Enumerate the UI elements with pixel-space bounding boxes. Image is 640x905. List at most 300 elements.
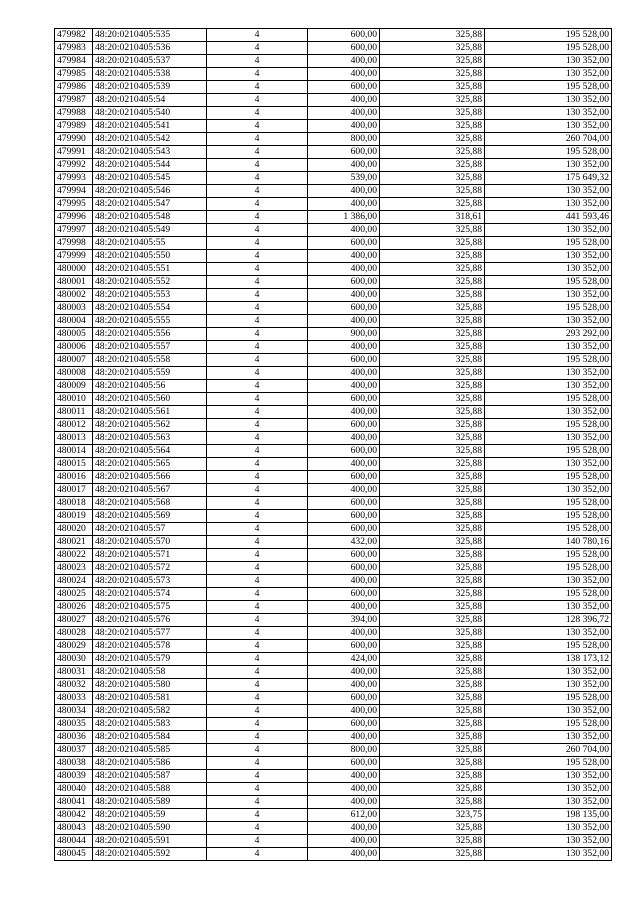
value-cell: 195 528,00 (485, 445, 612, 458)
cadastral-number-cell: 48:20:0210405:584 (93, 731, 207, 744)
cadastral-number-cell: 48:20:0210405:55 (93, 237, 207, 250)
category-cell: 4 (207, 393, 308, 406)
cadastral-number-cell: 48:20:0210405:547 (93, 198, 207, 211)
area-cell: 600,00 (308, 640, 380, 653)
area-cell: 600,00 (308, 29, 380, 42)
cadastral-number-cell: 48:20:0210405:564 (93, 445, 207, 458)
table-row (55, 42, 612, 55)
category-cell: 4 (207, 627, 308, 640)
area-cell: 400,00 (308, 705, 380, 718)
rate-cell: 325,88 (380, 406, 485, 419)
value-cell: 195 528,00 (485, 146, 612, 159)
area-cell: 600,00 (308, 445, 380, 458)
cadastral-number-cell: 48:20:0210405:563 (93, 432, 207, 445)
table-row (55, 822, 612, 835)
row-number-cell: 480015 (55, 458, 93, 471)
cadastral-number-cell: 48:20:0210405:559 (93, 367, 207, 380)
category-cell: 4 (207, 289, 308, 302)
value-cell: 130 352,00 (485, 679, 612, 692)
table-row (55, 276, 612, 289)
cadastral-number-cell: 48:20:0210405:550 (93, 250, 207, 263)
table-row (55, 29, 612, 42)
table-row (55, 484, 612, 497)
value-cell: 130 352,00 (485, 666, 612, 679)
table-row (55, 848, 612, 861)
cadastral-number-cell: 48:20:0210405:536 (93, 42, 207, 55)
rate-cell: 325,88 (380, 601, 485, 614)
area-cell: 600,00 (308, 42, 380, 55)
value-cell: 195 528,00 (485, 81, 612, 94)
cadastral-number-cell: 48:20:0210405:567 (93, 484, 207, 497)
rate-cell: 325,88 (380, 523, 485, 536)
rate-cell: 325,88 (380, 484, 485, 497)
row-number-cell: 479992 (55, 159, 93, 172)
category-cell: 4 (207, 315, 308, 328)
rate-cell: 325,88 (380, 835, 485, 848)
row-number-cell: 480043 (55, 822, 93, 835)
value-cell: 130 352,00 (485, 341, 612, 354)
table-row (55, 315, 612, 328)
cadastral-number-cell: 48:20:0210405:539 (93, 81, 207, 94)
row-number-cell: 480014 (55, 445, 93, 458)
category-cell: 4 (207, 185, 308, 198)
row-number-cell: 480041 (55, 796, 93, 809)
category-cell: 4 (207, 120, 308, 133)
cadastral-number-cell: 48:20:0210405:577 (93, 627, 207, 640)
area-cell: 1 386,00 (308, 211, 380, 224)
table-row (55, 562, 612, 575)
table-row (55, 536, 612, 549)
rate-cell: 325,88 (380, 302, 485, 315)
table-row (55, 211, 612, 224)
table-row (55, 133, 612, 146)
cadastral-number-cell: 48:20:0210405:576 (93, 614, 207, 627)
rate-cell: 325,88 (380, 42, 485, 55)
category-cell: 4 (207, 588, 308, 601)
rate-cell: 325,88 (380, 328, 485, 341)
rate-cell: 325,88 (380, 796, 485, 809)
row-number-cell: 480012 (55, 419, 93, 432)
value-cell: 198 135,00 (485, 809, 612, 822)
table-row (55, 575, 612, 588)
row-number-cell: 479996 (55, 211, 93, 224)
row-number-cell: 480029 (55, 640, 93, 653)
area-cell: 600,00 (308, 757, 380, 770)
category-cell: 4 (207, 809, 308, 822)
cadastral-number-cell: 48:20:0210405:537 (93, 55, 207, 68)
value-cell: 130 352,00 (485, 796, 612, 809)
row-number-cell: 480036 (55, 731, 93, 744)
row-number-cell: 480001 (55, 276, 93, 289)
area-cell: 394,00 (308, 614, 380, 627)
value-cell: 195 528,00 (485, 523, 612, 536)
value-cell: 195 528,00 (485, 757, 612, 770)
category-cell: 4 (207, 718, 308, 731)
area-cell: 424,00 (308, 653, 380, 666)
rate-cell: 325,88 (380, 159, 485, 172)
category-cell: 4 (207, 549, 308, 562)
table-row (55, 653, 612, 666)
cadastral-number-cell: 48:20:0210405:561 (93, 406, 207, 419)
rate-cell: 325,88 (380, 289, 485, 302)
value-cell: 195 528,00 (485, 29, 612, 42)
row-number-cell: 479988 (55, 107, 93, 120)
area-cell: 400,00 (308, 94, 380, 107)
value-cell: 130 352,00 (485, 289, 612, 302)
table-row (55, 770, 612, 783)
value-cell: 195 528,00 (485, 302, 612, 315)
row-number-cell: 480030 (55, 653, 93, 666)
value-cell: 140 780,16 (485, 536, 612, 549)
value-cell: 130 352,00 (485, 848, 612, 861)
rate-cell: 325,88 (380, 68, 485, 81)
row-number-cell: 480002 (55, 289, 93, 302)
category-cell: 4 (207, 497, 308, 510)
cadastral-number-cell: 48:20:0210405:59 (93, 809, 207, 822)
table-row (55, 237, 612, 250)
table-row (55, 627, 612, 640)
category-cell: 4 (207, 354, 308, 367)
area-cell: 539,00 (308, 172, 380, 185)
value-cell: 130 352,00 (485, 601, 612, 614)
table-row (55, 666, 612, 679)
table-row (55, 458, 612, 471)
rate-cell: 325,88 (380, 640, 485, 653)
row-number-cell: 480044 (55, 835, 93, 848)
cadastral-number-cell: 48:20:0210405:57 (93, 523, 207, 536)
cadastral-number-cell: 48:20:0210405:557 (93, 341, 207, 354)
row-number-cell: 480008 (55, 367, 93, 380)
cadastral-number-cell: 48:20:0210405:582 (93, 705, 207, 718)
row-number-cell: 480009 (55, 380, 93, 393)
table-row (55, 354, 612, 367)
value-cell: 175 649,32 (485, 172, 612, 185)
category-cell: 4 (207, 302, 308, 315)
rate-cell: 325,88 (380, 510, 485, 523)
row-number-cell: 479990 (55, 133, 93, 146)
cadastral-number-cell: 48:20:0210405:589 (93, 796, 207, 809)
table-row (55, 81, 612, 94)
rate-cell: 325,88 (380, 458, 485, 471)
cadastral-number-cell: 48:20:0210405:588 (93, 783, 207, 796)
area-cell: 612,00 (308, 809, 380, 822)
cadastral-number-cell: 48:20:0210405:592 (93, 848, 207, 861)
table-row (55, 640, 612, 653)
row-number-cell: 479998 (55, 237, 93, 250)
category-cell: 4 (207, 107, 308, 120)
row-number-cell: 479999 (55, 250, 93, 263)
area-cell: 400,00 (308, 679, 380, 692)
value-cell: 195 528,00 (485, 549, 612, 562)
cadastral-number-cell: 48:20:0210405:578 (93, 640, 207, 653)
table-row (55, 263, 612, 276)
area-cell: 400,00 (308, 120, 380, 133)
area-cell: 400,00 (308, 107, 380, 120)
category-cell: 4 (207, 224, 308, 237)
table-row (55, 198, 612, 211)
area-cell: 600,00 (308, 510, 380, 523)
cadastral-number-cell: 48:20:0210405:556 (93, 328, 207, 341)
table-row (55, 432, 612, 445)
row-number-cell: 479993 (55, 172, 93, 185)
rate-cell: 325,88 (380, 172, 485, 185)
value-cell: 195 528,00 (485, 419, 612, 432)
area-cell: 400,00 (308, 68, 380, 81)
area-cell: 400,00 (308, 224, 380, 237)
cadastral-number-cell: 48:20:0210405:545 (93, 172, 207, 185)
table-row (55, 718, 612, 731)
value-cell: 130 352,00 (485, 250, 612, 263)
area-cell: 432,00 (308, 536, 380, 549)
row-number-cell: 480038 (55, 757, 93, 770)
row-number-cell: 480004 (55, 315, 93, 328)
row-number-cell: 480032 (55, 679, 93, 692)
value-cell: 130 352,00 (485, 94, 612, 107)
category-cell: 4 (207, 237, 308, 250)
category-cell: 4 (207, 42, 308, 55)
value-cell: 130 352,00 (485, 159, 612, 172)
table-row (55, 393, 612, 406)
value-cell: 130 352,00 (485, 835, 612, 848)
area-cell: 400,00 (308, 380, 380, 393)
row-number-cell: 479989 (55, 120, 93, 133)
table-row (55, 497, 612, 510)
row-number-cell: 480033 (55, 692, 93, 705)
area-cell: 600,00 (308, 549, 380, 562)
row-number-cell: 480040 (55, 783, 93, 796)
cadastral-number-cell: 48:20:0210405:552 (93, 276, 207, 289)
rate-cell: 325,88 (380, 666, 485, 679)
table-row (55, 107, 612, 120)
cadastral-number-cell: 48:20:0210405:560 (93, 393, 207, 406)
area-cell: 400,00 (308, 848, 380, 861)
value-cell: 195 528,00 (485, 471, 612, 484)
rate-cell: 325,88 (380, 198, 485, 211)
value-cell: 130 352,00 (485, 822, 612, 835)
category-cell: 4 (207, 29, 308, 42)
table-row (55, 380, 612, 393)
row-number-cell: 480022 (55, 549, 93, 562)
category-cell: 4 (207, 536, 308, 549)
table-row (55, 809, 612, 822)
row-number-cell: 480024 (55, 575, 93, 588)
category-cell: 4 (207, 458, 308, 471)
rate-cell: 325,88 (380, 276, 485, 289)
category-cell: 4 (207, 146, 308, 159)
table-row (55, 679, 612, 692)
rate-cell: 325,88 (380, 562, 485, 575)
row-number-cell: 480025 (55, 588, 93, 601)
rate-cell: 325,88 (380, 575, 485, 588)
category-cell: 4 (207, 380, 308, 393)
category-cell: 4 (207, 510, 308, 523)
value-cell: 195 528,00 (485, 42, 612, 55)
category-cell: 4 (207, 666, 308, 679)
row-number-cell: 479997 (55, 224, 93, 237)
row-number-cell: 480018 (55, 497, 93, 510)
value-cell: 130 352,00 (485, 406, 612, 419)
value-cell: 130 352,00 (485, 315, 612, 328)
rate-cell: 325,88 (380, 146, 485, 159)
value-cell: 138 173,12 (485, 653, 612, 666)
cadastral-number-cell: 48:20:0210405:566 (93, 471, 207, 484)
cadastral-number-cell: 48:20:0210405:541 (93, 120, 207, 133)
rate-cell: 325,88 (380, 250, 485, 263)
row-number-cell: 480034 (55, 705, 93, 718)
row-number-cell: 480017 (55, 484, 93, 497)
table-row (55, 55, 612, 68)
cadastral-number-cell: 48:20:0210405:56 (93, 380, 207, 393)
category-cell: 4 (207, 211, 308, 224)
cadastral-number-cell: 48:20:0210405:553 (93, 289, 207, 302)
category-cell: 4 (207, 679, 308, 692)
value-cell: 195 528,00 (485, 354, 612, 367)
rate-cell: 325,88 (380, 341, 485, 354)
category-cell: 4 (207, 94, 308, 107)
table-row (55, 68, 612, 81)
table-row (55, 159, 612, 172)
value-cell: 130 352,00 (485, 380, 612, 393)
value-cell: 130 352,00 (485, 224, 612, 237)
value-cell: 130 352,00 (485, 484, 612, 497)
rate-cell: 325,88 (380, 692, 485, 705)
cadastral-number-cell: 48:20:0210405:570 (93, 536, 207, 549)
table-row (55, 328, 612, 341)
rate-cell: 325,88 (380, 120, 485, 133)
row-number-cell: 479995 (55, 198, 93, 211)
category-cell: 4 (207, 601, 308, 614)
rate-cell: 325,88 (380, 81, 485, 94)
value-cell: 195 528,00 (485, 510, 612, 523)
row-number-cell: 480005 (55, 328, 93, 341)
area-cell: 600,00 (308, 354, 380, 367)
category-cell: 4 (207, 484, 308, 497)
row-number-cell: 479994 (55, 185, 93, 198)
row-number-cell: 479991 (55, 146, 93, 159)
rate-cell: 325,88 (380, 380, 485, 393)
category-cell: 4 (207, 848, 308, 861)
category-cell: 4 (207, 705, 308, 718)
rate-cell: 325,88 (380, 354, 485, 367)
table-row (55, 796, 612, 809)
cadastral-value-table (54, 28, 612, 861)
table-row (55, 302, 612, 315)
value-cell: 130 352,00 (485, 107, 612, 120)
cadastral-number-cell: 48:20:0210405:538 (93, 68, 207, 81)
table-row (55, 744, 612, 757)
area-cell: 400,00 (308, 159, 380, 172)
cadastral-number-cell: 48:20:0210405:562 (93, 419, 207, 432)
value-cell: 195 528,00 (485, 718, 612, 731)
cadastral-number-cell: 48:20:0210405:558 (93, 354, 207, 367)
row-number-cell: 480039 (55, 770, 93, 783)
area-cell: 600,00 (308, 497, 380, 510)
row-number-cell: 480010 (55, 393, 93, 406)
rate-cell: 325,88 (380, 757, 485, 770)
cadastral-number-cell: 48:20:0210405:575 (93, 601, 207, 614)
row-number-cell: 479985 (55, 68, 93, 81)
category-cell: 4 (207, 640, 308, 653)
table-row (55, 549, 612, 562)
rate-cell: 325,88 (380, 614, 485, 627)
category-cell: 4 (207, 783, 308, 796)
table-row (55, 341, 612, 354)
table-row (55, 757, 612, 770)
area-cell: 400,00 (308, 627, 380, 640)
cadastral-number-cell: 48:20:0210405:54 (93, 94, 207, 107)
area-cell: 400,00 (308, 575, 380, 588)
area-cell: 600,00 (308, 718, 380, 731)
area-cell: 600,00 (308, 471, 380, 484)
area-cell: 600,00 (308, 523, 380, 536)
table-row (55, 692, 612, 705)
area-cell: 800,00 (308, 133, 380, 146)
category-cell: 4 (207, 250, 308, 263)
cadastral-number-cell: 48:20:0210405:549 (93, 224, 207, 237)
cadastral-number-cell: 48:20:0210405:540 (93, 107, 207, 120)
table-row (55, 94, 612, 107)
value-cell: 195 528,00 (485, 588, 612, 601)
cadastral-number-cell: 48:20:0210405:579 (93, 653, 207, 666)
category-cell: 4 (207, 341, 308, 354)
cadastral-number-cell: 48:20:0210405:571 (93, 549, 207, 562)
category-cell: 4 (207, 81, 308, 94)
table-row (55, 835, 612, 848)
value-cell: 130 352,00 (485, 770, 612, 783)
area-cell: 600,00 (308, 237, 380, 250)
category-cell: 4 (207, 68, 308, 81)
rate-cell: 325,88 (380, 471, 485, 484)
rate-cell: 325,88 (380, 705, 485, 718)
category-cell: 4 (207, 523, 308, 536)
area-cell: 400,00 (308, 666, 380, 679)
cadastral-number-cell: 48:20:0210405:574 (93, 588, 207, 601)
area-cell: 600,00 (308, 393, 380, 406)
rate-cell: 325,88 (380, 419, 485, 432)
cadastral-number-cell: 48:20:0210405:580 (93, 679, 207, 692)
rate-cell: 325,88 (380, 679, 485, 692)
rate-cell: 325,88 (380, 29, 485, 42)
cadastral-number-cell: 48:20:0210405:544 (93, 159, 207, 172)
cadastral-number-cell: 48:20:0210405:586 (93, 757, 207, 770)
value-cell: 130 352,00 (485, 458, 612, 471)
cadastral-number-cell: 48:20:0210405:573 (93, 575, 207, 588)
category-cell: 4 (207, 432, 308, 445)
area-cell: 900,00 (308, 328, 380, 341)
category-cell: 4 (207, 367, 308, 380)
row-number-cell: 480027 (55, 614, 93, 627)
table-row (55, 731, 612, 744)
value-cell: 260 704,00 (485, 744, 612, 757)
value-cell: 195 528,00 (485, 692, 612, 705)
area-cell: 600,00 (308, 81, 380, 94)
table-row (55, 588, 612, 601)
rate-cell: 325,88 (380, 133, 485, 146)
area-cell: 400,00 (308, 835, 380, 848)
category-cell: 4 (207, 198, 308, 211)
rate-cell: 325,88 (380, 445, 485, 458)
rate-cell: 325,88 (380, 783, 485, 796)
category-cell: 4 (207, 445, 308, 458)
category-cell: 4 (207, 276, 308, 289)
rate-cell: 325,88 (380, 393, 485, 406)
category-cell: 4 (207, 744, 308, 757)
row-number-cell: 480042 (55, 809, 93, 822)
row-number-cell: 480031 (55, 666, 93, 679)
row-number-cell: 479987 (55, 94, 93, 107)
row-number-cell: 480045 (55, 848, 93, 861)
area-cell: 400,00 (308, 770, 380, 783)
